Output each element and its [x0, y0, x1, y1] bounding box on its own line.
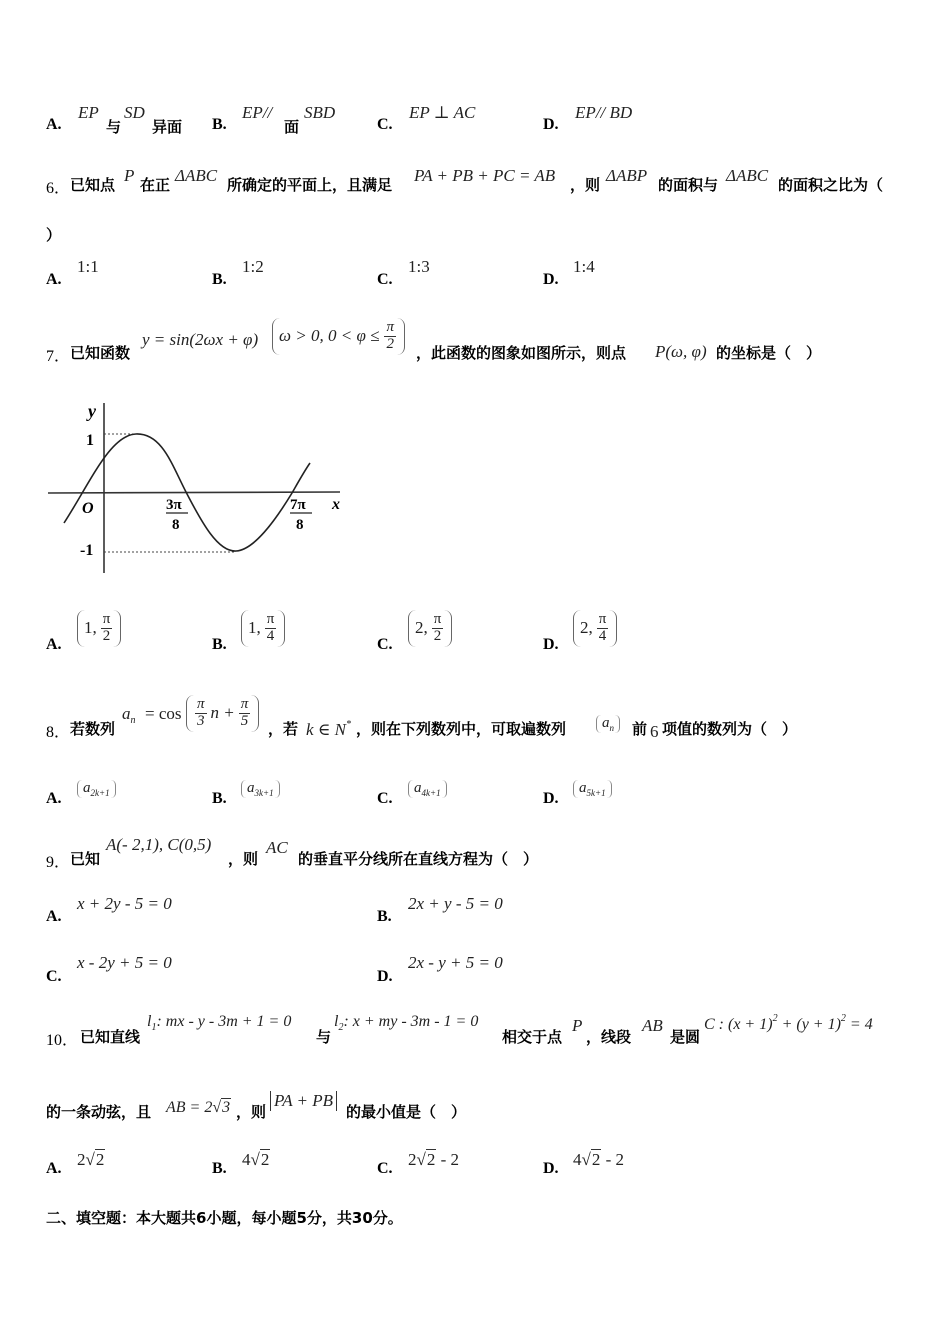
x-tick-3pi8-den: 8 [172, 517, 180, 533]
math-expression: y = sin(2ωx + φ) [142, 330, 259, 349]
option-label: D. [377, 968, 393, 985]
question-number: 6． [46, 180, 71, 197]
math-expression: AB = 2√3 [166, 1099, 231, 1116]
math-expression: PA + PB + PC = AB [414, 166, 556, 185]
x-axis-label: x [332, 496, 340, 513]
math-expression: EP [78, 103, 99, 122]
option-value: 2x + y - 5 = 0 [408, 894, 503, 913]
option-label: D. [543, 271, 559, 288]
option-text: 面 [284, 118, 300, 136]
option-value: 2x - y + 5 = 0 [408, 953, 503, 972]
y-axis-label: y [88, 401, 96, 421]
option-label: B. [212, 271, 227, 288]
question-text: ，此函数的图象如图所示，则点 [416, 344, 627, 362]
option-label: B. [212, 116, 227, 133]
math-expression: $a_n$ [596, 712, 620, 733]
y-tick-1: 1 [86, 432, 94, 449]
math-expression: P(ω, φ) [655, 342, 707, 361]
question-number: 10． [46, 1032, 79, 1049]
x-tick-7pi8-num: 7π [290, 497, 306, 513]
math-expression: 6 [650, 722, 659, 741]
question-text: ） [46, 226, 62, 244]
option-label: A. [46, 636, 62, 653]
math-cos-argument: $\frac{\pi}{3}$ n + $\frac{\pi}{5}$ [186, 693, 259, 732]
question-text: 的面积之比为（ [778, 176, 884, 194]
question-text: ，若 [268, 720, 299, 738]
option-label: D. [543, 1160, 559, 1177]
option-label: C. [377, 790, 393, 807]
question-text: 的面积与 [658, 176, 719, 194]
option-label: D. [543, 636, 559, 653]
question-number: 7． [46, 348, 71, 365]
option-value: 1, $\frac{\pi}{2}$ [77, 610, 121, 647]
math-expression: ΔABP [606, 166, 648, 185]
question-text: 的一条动弦，且 [46, 1103, 152, 1121]
question-text: 与 [316, 1028, 332, 1046]
math-expression: $l_1$: mx - y - 3m + 1 = 0 [147, 1013, 292, 1033]
option-value: 4√2 - 2 [573, 1150, 625, 1169]
option-value: 2√2 [77, 1150, 105, 1169]
origin-label: O [82, 500, 94, 517]
question-text: 已知 [70, 850, 101, 868]
option-value: 4√2 [242, 1150, 270, 1169]
question-text: 已知直线 [80, 1028, 141, 1046]
question-text: ，则在下列数列中，可取遍数列 [356, 720, 567, 738]
question-text: 的垂直平分线所在直线方程为（ ） [298, 850, 539, 868]
option-label: C. [377, 636, 393, 653]
option-label: C. [377, 116, 393, 133]
option-value: 1, $\frac{\pi}{4}$ [241, 610, 285, 647]
option-label: A. [46, 271, 62, 288]
question-text: ，线段 [586, 1028, 632, 1046]
math-expression: SBD [304, 103, 336, 122]
option-value: $a_{4k+1}$ [408, 777, 447, 798]
math-expression: EP ⊥ AC [409, 103, 476, 122]
option-label: A. [46, 908, 62, 925]
question-text: 已知点 [70, 176, 116, 194]
question-number: 8． [46, 724, 71, 741]
option-value: 1:2 [242, 257, 264, 276]
math-expression: P [572, 1016, 583, 1035]
question-text: 是圆 [670, 1028, 701, 1046]
circle-equation: C : $(x + 1)^2 + (y + 1)^2 = 4$ [704, 1013, 873, 1033]
math-expression: A(- 2,1), C(0,5) [106, 835, 212, 854]
math-expression: $a_n$ [122, 704, 136, 726]
option-value: x - 2y + 5 = 0 [77, 953, 172, 972]
math-expression: AB [642, 1016, 663, 1035]
question-text: 的最小值是（ ） [346, 1103, 467, 1121]
option-value: $a_{3k+1}$ [241, 777, 280, 798]
option-value: $a_{2k+1}$ [77, 777, 116, 798]
question-text: 的坐标是（ ） [716, 344, 822, 362]
option-value: 1:3 [408, 257, 430, 276]
question-text: 已知函数 [70, 344, 131, 362]
question-text: 项值的数列为（ ） [662, 720, 798, 738]
math-expression: SD [124, 103, 145, 122]
math-expression: EP// [242, 103, 273, 122]
question-text: 前 [632, 720, 648, 738]
option-label: C. [377, 1160, 393, 1177]
option-label: B. [212, 636, 227, 653]
question-text: 所确定的平面上，且满足 [227, 176, 393, 194]
math-condition: ω > 0, 0 < φ ≤ $\frac{\pi}{2}$ [272, 318, 405, 355]
x-tick-7pi8-den: 8 [296, 517, 304, 533]
option-value: $a_{5k+1}$ [573, 777, 612, 798]
option-value: 2√2 - 2 [408, 1150, 460, 1169]
question-text: ，则 [570, 176, 601, 194]
question-text: ，则 [228, 850, 259, 868]
section-heading: 二、填空题：本大题共6小题，每小题5分，共30分。 [46, 1209, 403, 1227]
math-expression: PA + PB [270, 1091, 337, 1111]
option-value: 1:4 [573, 257, 595, 276]
option-label: C. [46, 968, 62, 985]
x-tick-3pi8-num: 3π [166, 497, 182, 513]
option-value: 2, $\frac{\pi}{2}$ [408, 610, 452, 647]
sine-graph [40, 395, 360, 585]
option-value: x + 2y - 5 = 0 [77, 894, 172, 913]
question-text: ，则 [236, 1103, 267, 1121]
option-text: 异面 [152, 118, 183, 136]
option-label: A. [46, 790, 62, 807]
math-expression: AC [266, 838, 288, 857]
x-axis [48, 492, 340, 493]
option-text: 与 [106, 118, 122, 136]
option-label: B. [212, 1160, 227, 1177]
option-label: A. [46, 1160, 62, 1177]
math-expression: ΔABC [175, 166, 218, 185]
math-expression: $l_2$: x + my - 3m - 1 = 0 [334, 1013, 479, 1033]
question-text: 在正 [140, 176, 171, 194]
option-value: 1:1 [77, 257, 99, 276]
math-expression: k ∈ N* [306, 719, 351, 739]
math-expression: EP// BD [575, 103, 633, 122]
y-tick-neg1: -1 [80, 542, 94, 559]
option-label: A. [46, 116, 62, 133]
question-text: 若数列 [70, 720, 116, 738]
question-text: 相交于点 [502, 1028, 563, 1046]
option-label: B. [377, 908, 392, 925]
math-expression: ΔABC [726, 166, 769, 185]
question-number: 9． [46, 854, 71, 871]
math-expression: = cos [145, 704, 182, 723]
option-label: D. [543, 116, 559, 133]
option-label: D. [543, 790, 559, 807]
option-value: 2, $\frac{\pi}{4}$ [573, 610, 617, 647]
option-label: C. [377, 271, 393, 288]
option-label: B. [212, 790, 227, 807]
math-expression: P [124, 166, 135, 185]
